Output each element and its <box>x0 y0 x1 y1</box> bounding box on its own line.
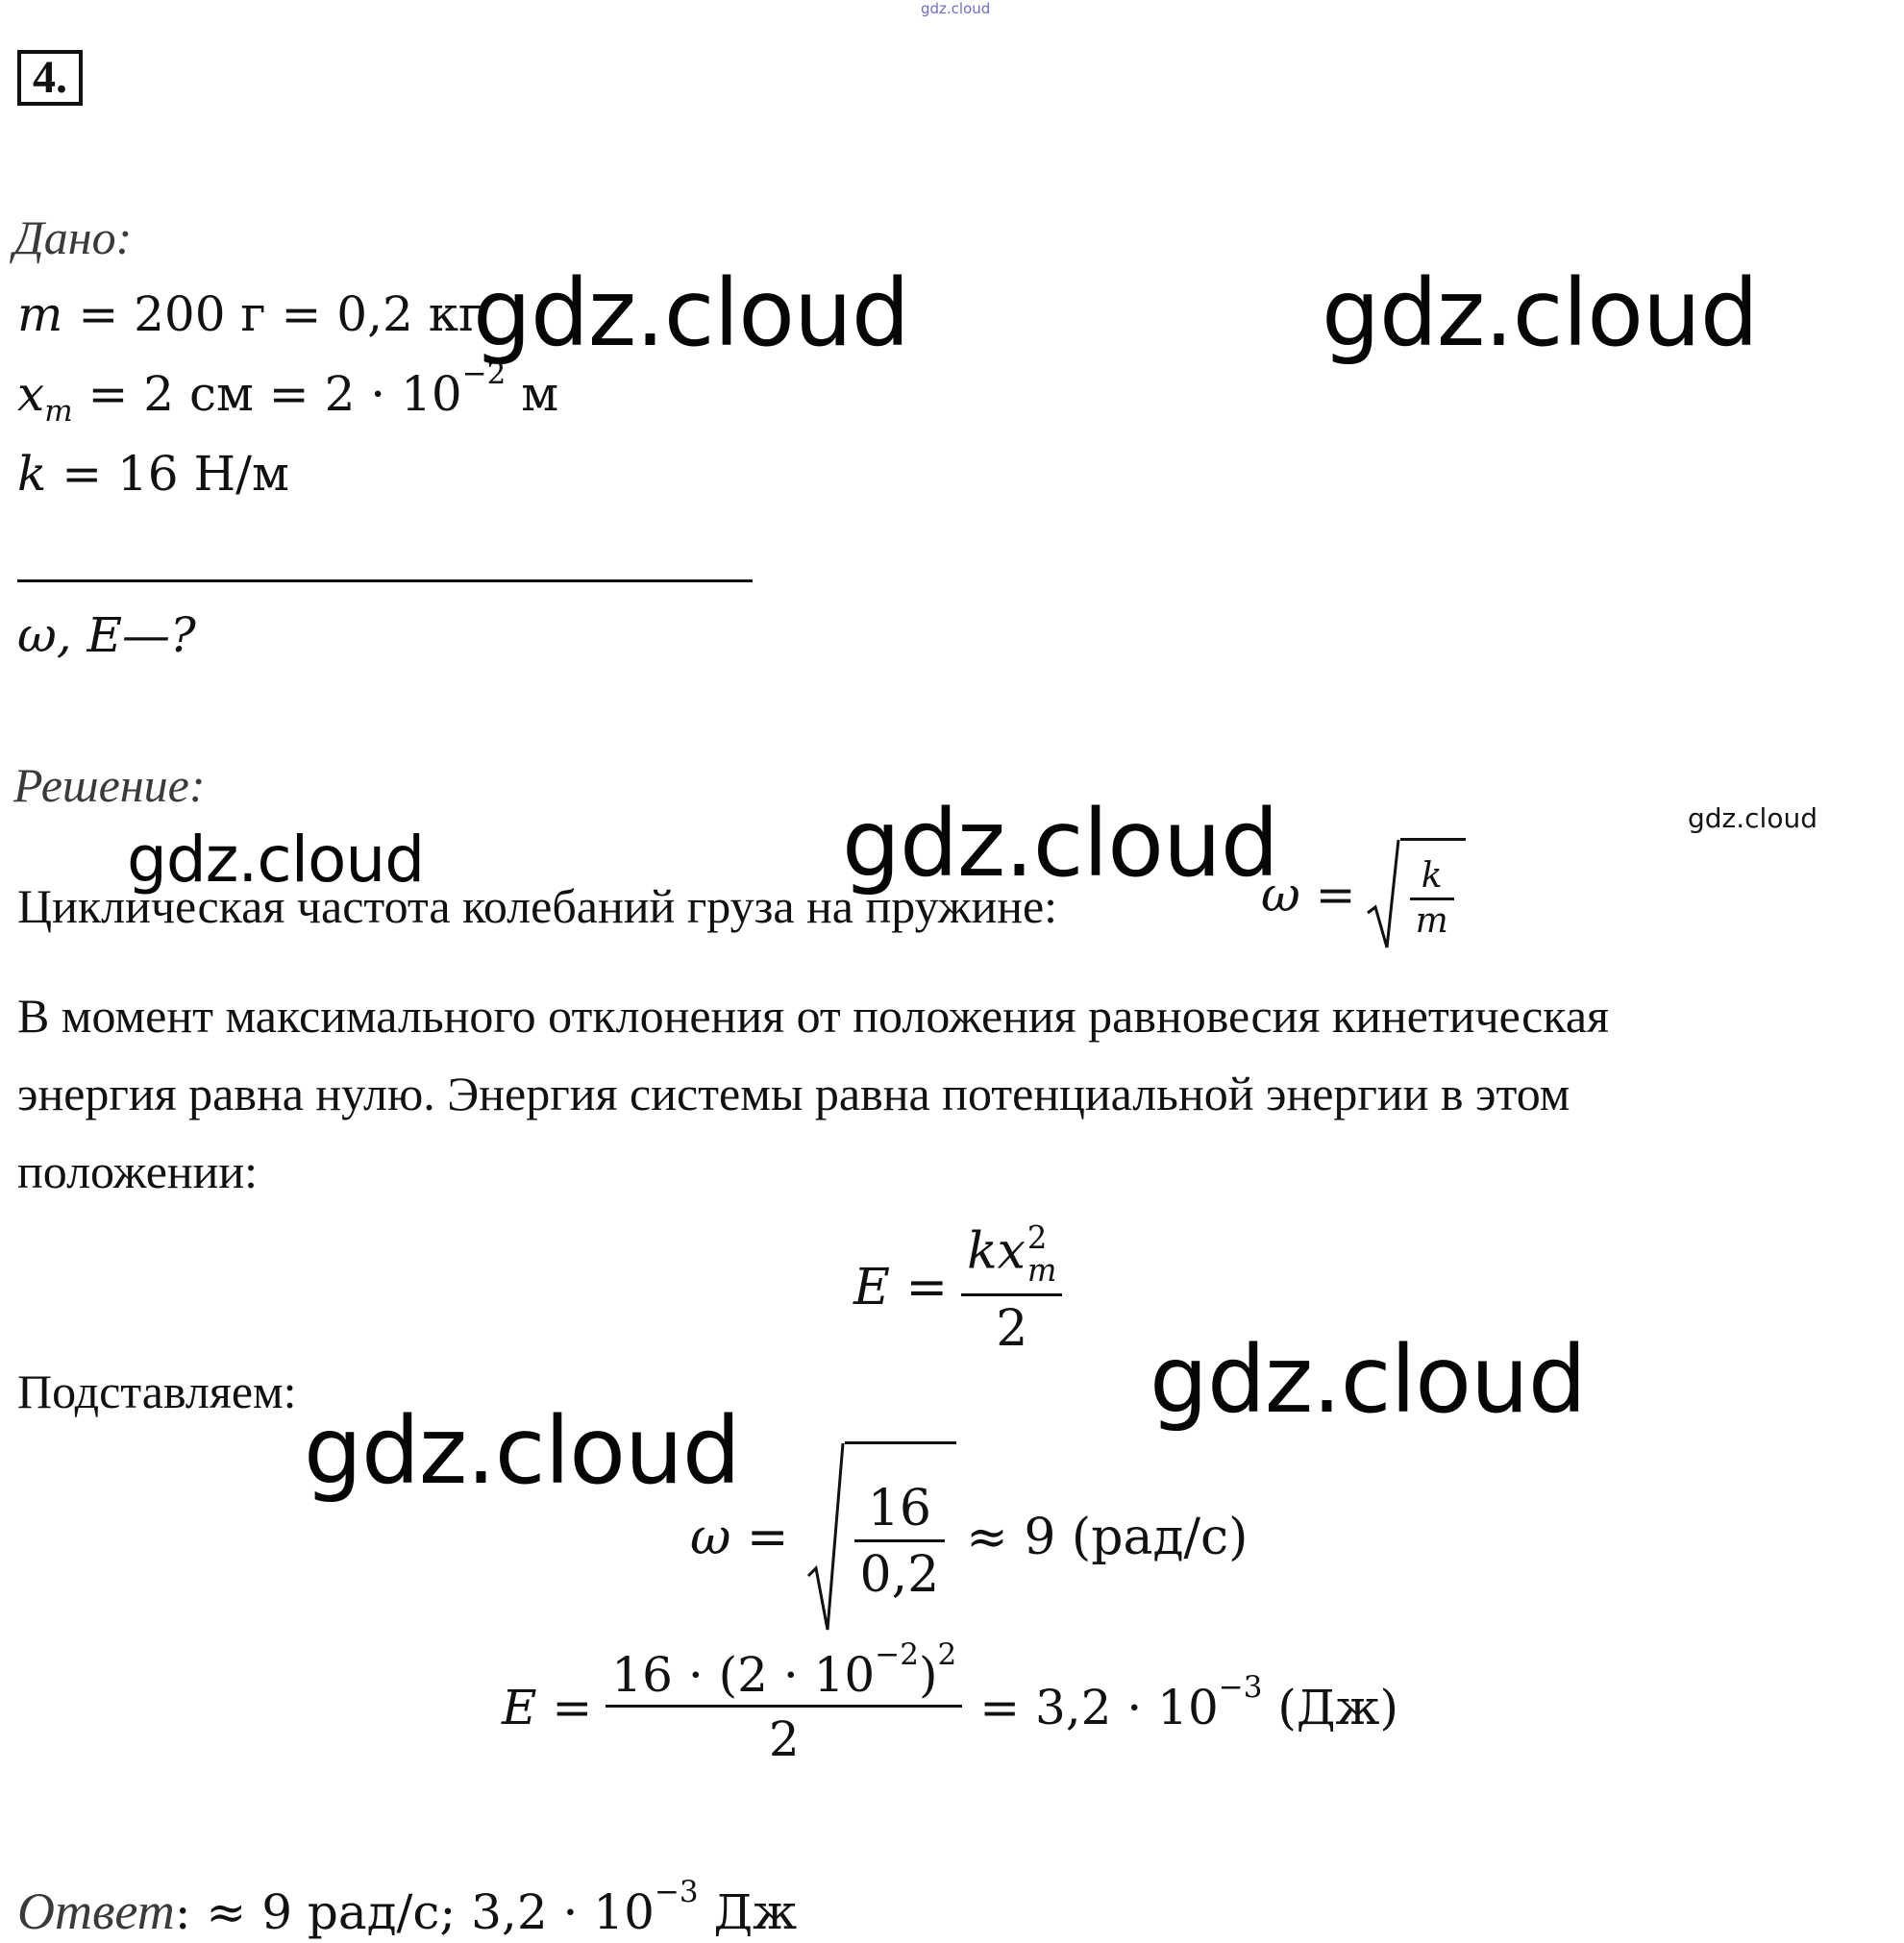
watermark-6: gdz.cloud <box>304 1397 740 1505</box>
solution-line-1: Циклическая частота колебаний груза на пружине: <box>17 879 1058 933</box>
paragraph-line-3: положении: <box>17 1144 259 1198</box>
paragraph-line-1: В момент максимального отклонения от положения равновесия кинетическая <box>17 989 1610 1043</box>
watermark-small: gdz.cloud <box>1688 802 1817 834</box>
given-amplitude: $x_m = 2$ см = $2 \cdot 10^{-2}$ м <box>17 357 559 429</box>
watermark-top: gdz.cloud <box>921 0 991 17</box>
watermark-5: gdz.cloud <box>1150 1326 1586 1434</box>
watermark-4: gdz.cloud <box>842 790 1278 898</box>
given-stiffness: k = 16 Н/м <box>17 446 289 502</box>
given-label: Дано: <box>13 210 133 264</box>
task-number: 4. <box>17 50 83 106</box>
answer-line: Ответ: ≈ 9 рад/с; $3,2 \cdot 10^{-3}$ Дж <box>17 1875 798 1940</box>
watermark-1: gdz.cloud <box>473 259 909 367</box>
omega-formula: ω = $\frac{k}{m}$ <box>1261 838 1466 951</box>
omega-calc: ω = $\frac{16}{0,2}$ ≈ 9 (рад/с) <box>690 1441 1248 1634</box>
energy-formula: E = kx 2 m 2 <box>853 1222 1068 1354</box>
watermark-3: gdz.cloud <box>127 823 425 897</box>
sqrt-sign: $\frac{16}{0,2}$ <box>806 1441 957 1634</box>
watermark-2: gdz.cloud <box>1322 259 1758 367</box>
find-line: ω, E—? <box>17 607 196 663</box>
energy-calc: E = $\frac{16 \cdot (2 \cdot 10^{-2})^2}{2}$ = $3,2 \cdot 10^{-3}$ (Дж) <box>502 1637 1399 1767</box>
sqrt-sign: $\frac{k}{m}$ <box>1366 838 1466 951</box>
paragraph-line-2: энергия равна нулю. Энергия системы равна потенциальной энергии в этом <box>17 1067 1570 1120</box>
given-mass: m = 200 г = 0,2 кг <box>17 286 484 342</box>
substitute-label: Подставляем: <box>17 1365 297 1418</box>
given-divider <box>17 579 753 582</box>
solution-label: Решение: <box>13 758 206 812</box>
